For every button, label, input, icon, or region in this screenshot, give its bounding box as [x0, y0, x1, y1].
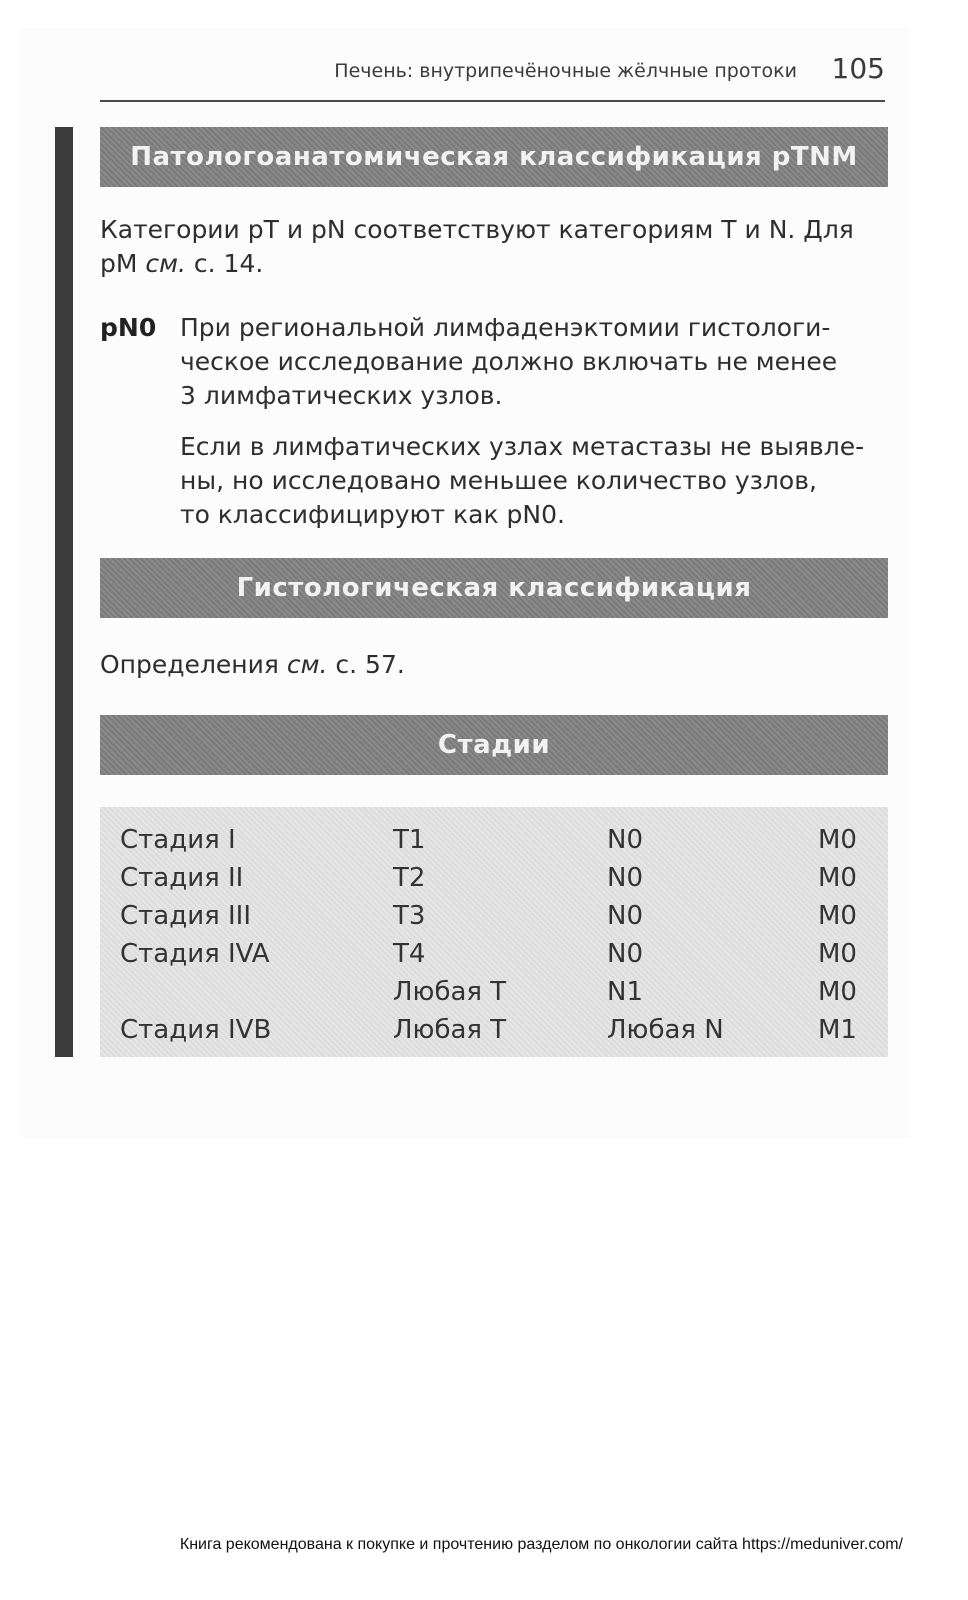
- stages-section-title: Стадии: [100, 715, 888, 775]
- stage-name: Стадия IVB: [120, 1015, 272, 1045]
- t-category: Любая T: [393, 977, 507, 1007]
- ptnm-intro-line-1: Категории pT и pN соответствуют категориям T и N. Для: [100, 215, 854, 244]
- n-category: N0: [607, 825, 643, 855]
- n-category: N0: [607, 901, 643, 931]
- histology-text: Определения см. с. 57.: [100, 650, 405, 679]
- table-row: [100, 935, 888, 973]
- t-category: Любая T: [393, 1015, 507, 1045]
- stages-table: [100, 807, 888, 1057]
- pn0-paragraph-1: При региональной лимфаденэктомии гистологи- ческое исследование должно включать не менее 3 лимфатических узлов.: [180, 313, 838, 410]
- stage-name: Стадия I: [120, 825, 236, 855]
- ptnm-section-title: Патологоанатомическая классификация pTNM: [100, 127, 888, 187]
- m-category: M0: [818, 863, 857, 893]
- running-title: Печень: внутрипечёночные жёлчные протоки: [334, 60, 797, 82]
- pn0-label: pN0: [100, 313, 157, 342]
- t-category: T2: [393, 863, 426, 893]
- ptnm-intro: [100, 213, 890, 281]
- histology-section-title: Гистологическая классификация: [100, 558, 888, 618]
- m-category: M0: [818, 939, 857, 969]
- stage-name: Стадия III: [120, 901, 252, 931]
- t-category: T3: [393, 901, 426, 931]
- m-category: M0: [818, 825, 857, 855]
- n-category: N0: [607, 863, 643, 893]
- n-category: N0: [607, 939, 643, 969]
- m-category: M1: [818, 1015, 857, 1045]
- running-header: [100, 52, 885, 102]
- n-category: N1: [607, 977, 643, 1007]
- section-side-bar: [55, 127, 73, 1057]
- pn0-paragraph-2: Если в лимфатических узлах метастазы не выявле- ны, но исследовано меньшее количество узлов, то классифицируют как pN0.: [180, 432, 865, 529]
- t-category: T4: [393, 939, 426, 969]
- ptnm-intro-line-2: pM см. с. 14.: [100, 249, 264, 278]
- t-category: T1: [393, 825, 426, 855]
- table-row: [100, 1011, 888, 1049]
- table-row: [100, 973, 888, 1011]
- m-category: M0: [818, 901, 857, 931]
- m-category: M0: [818, 977, 857, 1007]
- table-row: [100, 897, 888, 935]
- n-category: Любая N: [607, 1015, 724, 1045]
- footer-note: Книга рекомендована к покупке и прочтению разделом по онкологии сайта https://meduniver.com/: [179, 1536, 903, 1553]
- page-number: 105: [831, 52, 885, 85]
- table-row: [100, 821, 888, 859]
- table-row: [100, 859, 888, 897]
- stage-name: Стадия IVA: [120, 939, 270, 969]
- stage-name: Стадия II: [120, 863, 244, 893]
